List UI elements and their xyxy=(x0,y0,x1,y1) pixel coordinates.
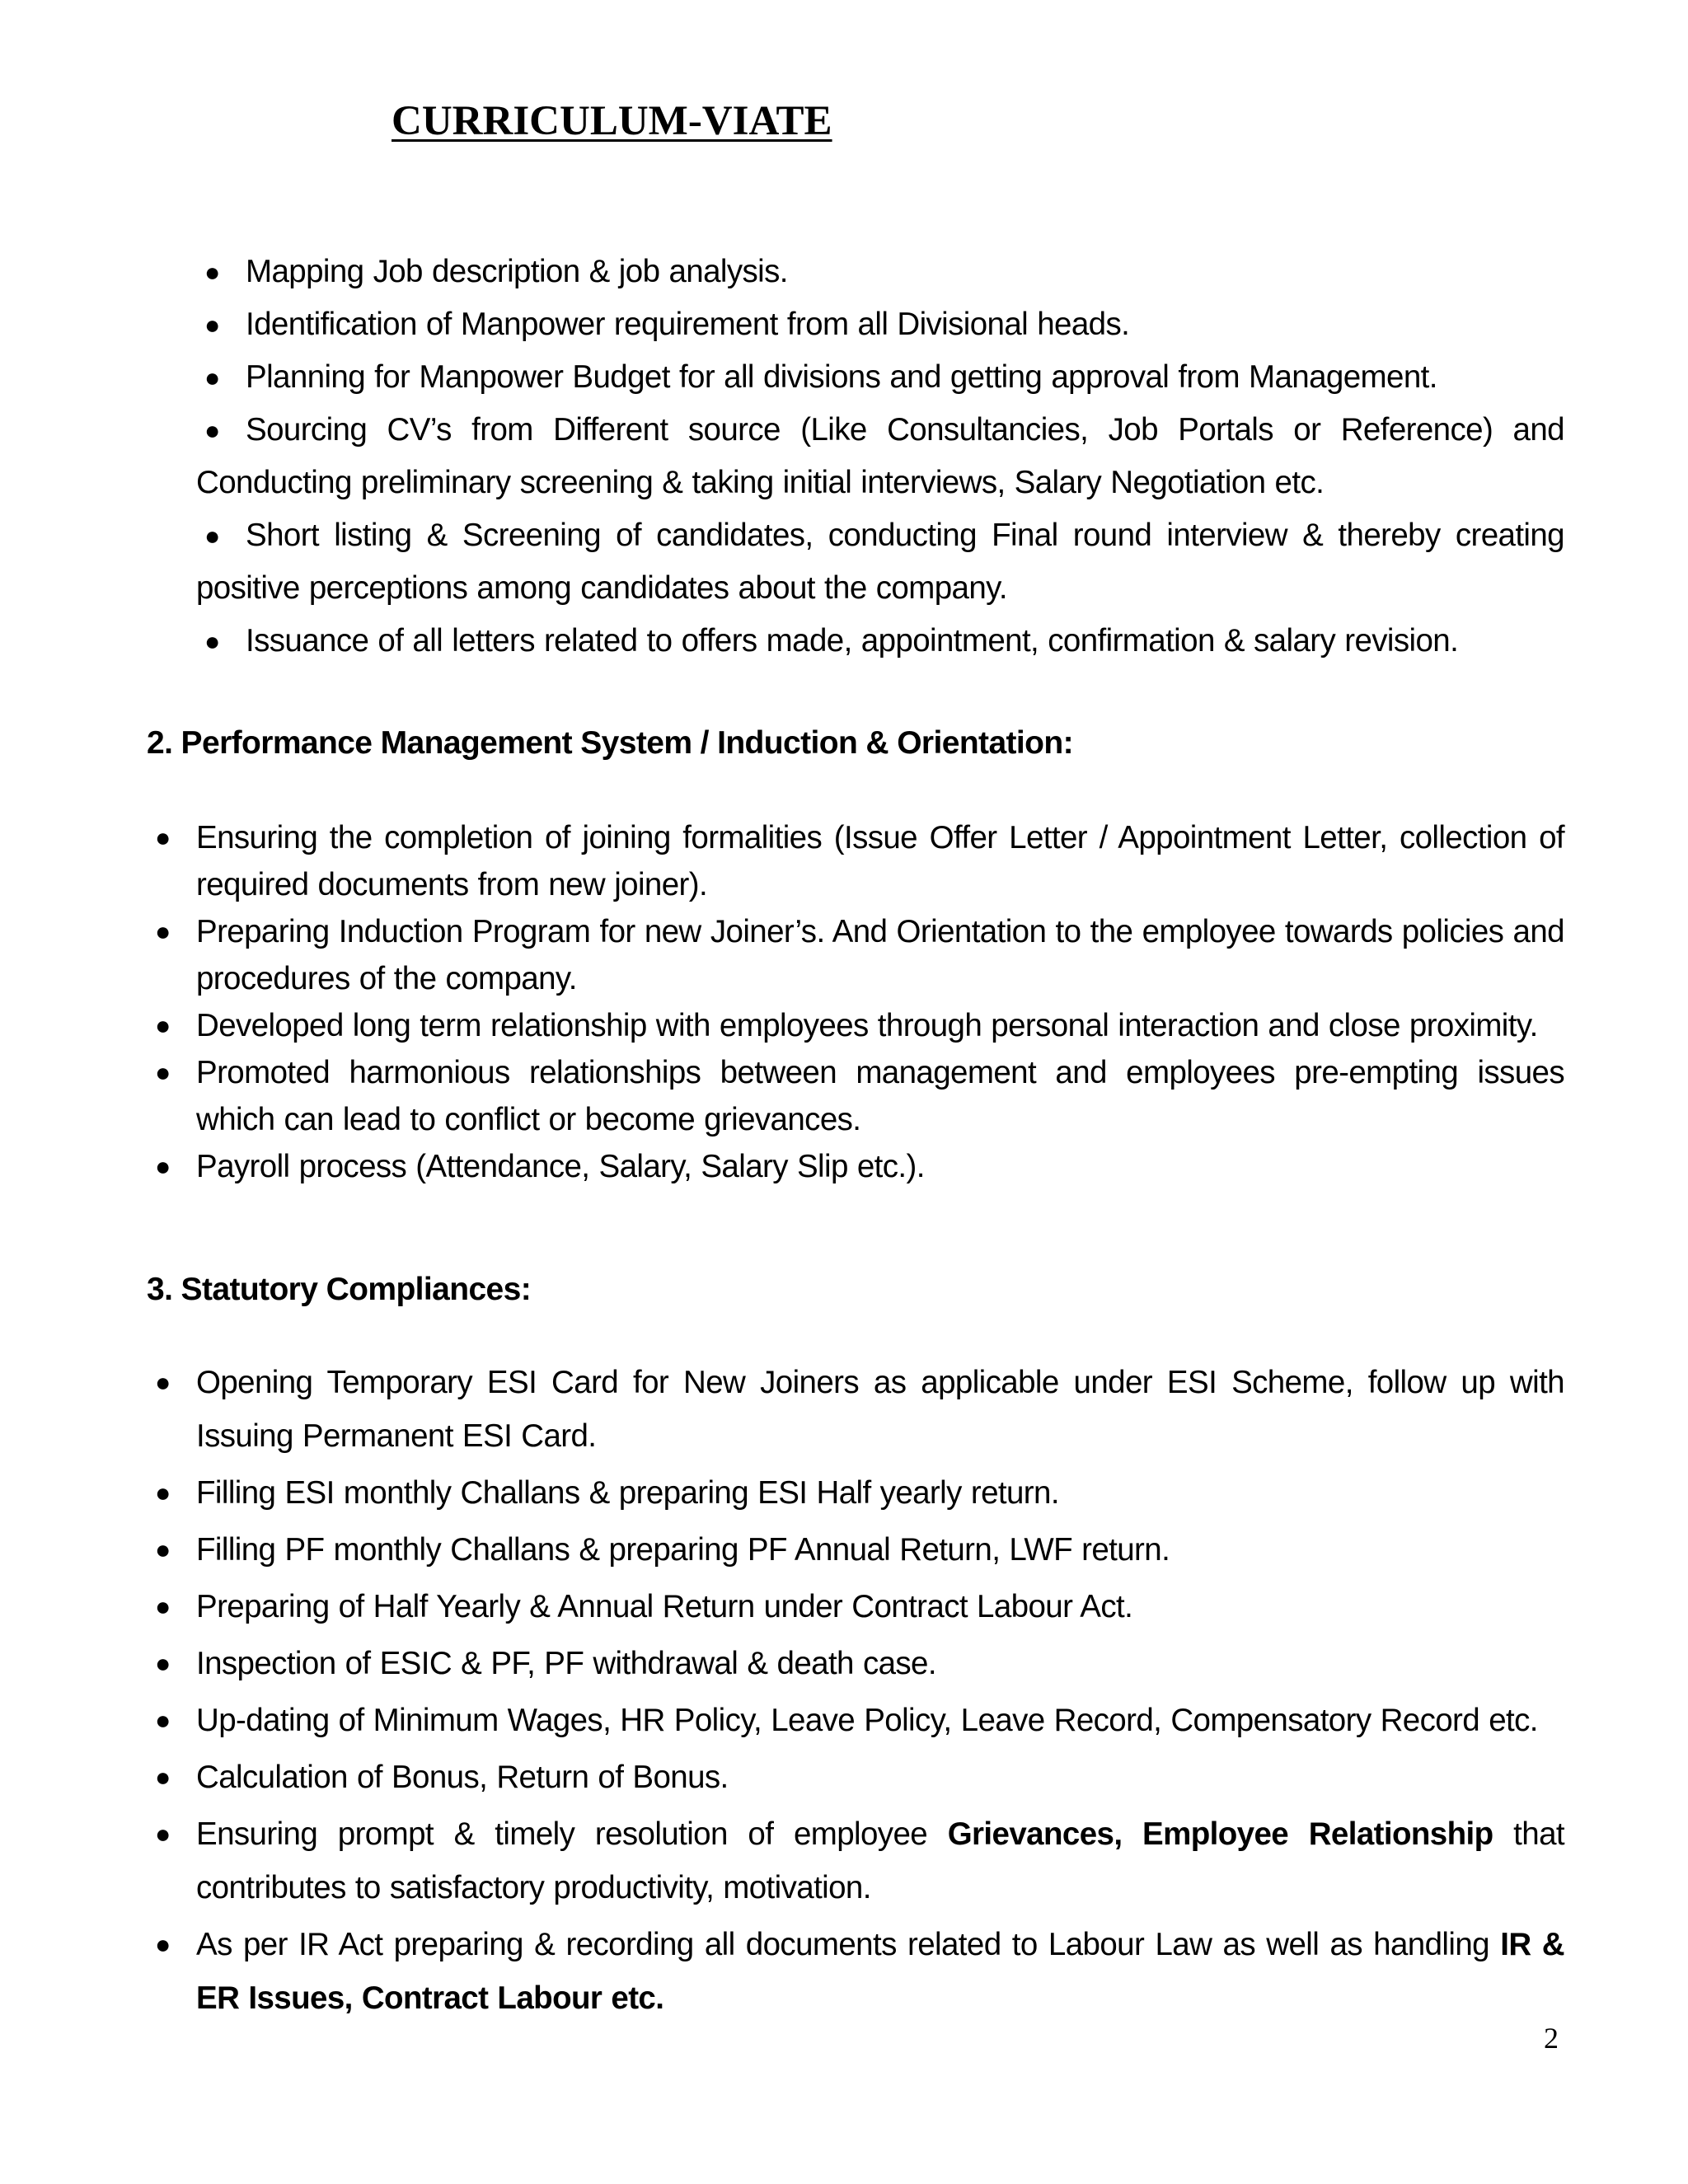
list-item xyxy=(147,404,1564,509)
list-item xyxy=(147,615,1564,668)
list-item xyxy=(147,908,1564,1002)
list-item-text: Mapping Job description & job analysis. xyxy=(246,254,788,289)
list-item xyxy=(147,1580,1564,1633)
list-item-text: Promoted harmonious relationships between management and employees pre-empting issues which can lead to conflict or become grievances. xyxy=(196,1055,1564,1137)
list-item-text: Ensuring prompt & timely resolution of employee xyxy=(196,1816,948,1852)
list-item-text: Short listing & Screening of candidates, conducting Final round interview & thereby creating positive perceptions among candidates about the company. xyxy=(196,518,1564,606)
list-item-text: Filling ESI monthly Challans & preparing ESI Half yearly return. xyxy=(196,1475,1059,1511)
performance-list xyxy=(147,814,1564,1190)
bullet-icon: ● xyxy=(155,1591,171,1621)
list-item-emphasis: IR & ER Issues, Contract Labour etc. xyxy=(196,1927,1564,2016)
list-item-text: Sourcing CV’s from Different source (Like Consultancies, Job Portals or Reference) and Conducting preliminary screening & taking initial interviews, Salary Negotiation etc. xyxy=(196,412,1564,500)
bullet-icon: ● xyxy=(155,1057,171,1087)
list-item xyxy=(147,1466,1564,1520)
list-item xyxy=(147,1694,1564,1747)
list-item-text: Opening Temporary ESI Card for New Joiners as applicable under ESI Scheme, follow up with Issuing Permanent ESI Card. xyxy=(196,1365,1564,1454)
list-item-text: Issuance of all letters related to offers made, appointment, confirmation & salary revision. xyxy=(246,623,1459,658)
list-item xyxy=(147,298,1564,351)
bullet-icon: ● xyxy=(204,257,220,287)
bullet-icon: ● xyxy=(155,1367,171,1397)
bullet-icon: ● xyxy=(204,521,220,551)
list-item-text: that contributes to satisfactory productivity, motivation. xyxy=(196,1816,1564,1905)
list-item-text: Filling PF monthly Challans & preparing PF Annual Return, LWF return. xyxy=(196,1532,1170,1568)
list-item xyxy=(147,351,1564,404)
section-heading-performance: 2. Performance Management System / Induction & Orientation: xyxy=(147,725,1073,761)
list-item-text: Developed long term relationship with employees through personal interaction and close proximity. xyxy=(196,1008,1538,1043)
list-item-text: Planning for Manpower Budget for all divisions and getting approval from Management. xyxy=(246,359,1437,395)
bullet-icon: ● xyxy=(155,1762,171,1792)
bullet-icon: ● xyxy=(155,916,171,946)
list-item-text: Ensuring the completion of joining formalities (Issue Offer Letter / Appointment Letter, collection of required documents from new joiner). xyxy=(196,820,1564,902)
bullet-icon: ● xyxy=(155,1151,171,1181)
list-item xyxy=(147,1637,1564,1690)
list-item xyxy=(147,814,1564,908)
statutory-list xyxy=(147,1356,1564,2028)
list-item-text: Calculation of Bonus, Return of Bonus. xyxy=(196,1760,729,1795)
bullet-icon: ● xyxy=(155,1535,171,1564)
bullet-icon: ● xyxy=(204,310,220,340)
bullet-icon: ● xyxy=(155,1819,171,1849)
list-item xyxy=(147,1002,1564,1049)
bullet-icon: ● xyxy=(155,823,171,852)
list-item-text: Up-dating of Minimum Wages, HR Policy, Leave Policy, Leave Record, Compensatory Record etc. xyxy=(196,1703,1538,1738)
list-item xyxy=(147,1918,1564,2025)
bullet-icon: ● xyxy=(155,1478,171,1507)
list-item xyxy=(147,1143,1564,1190)
section-heading-statutory: 3. Statutory Compliances: xyxy=(147,1272,532,1307)
list-item xyxy=(147,1523,1564,1577)
recruitment-list xyxy=(147,246,1564,668)
list-item-text: As per IR Act preparing & recording all documents related to Labour Law as well as handling xyxy=(196,1927,1501,1962)
bullet-icon: ● xyxy=(155,1010,171,1040)
document-title: CURRICULUM-VIATE xyxy=(392,98,832,144)
bullet-icon: ● xyxy=(204,363,220,392)
bullet-icon: ● xyxy=(204,626,220,656)
list-item xyxy=(147,1049,1564,1143)
bullet-icon: ● xyxy=(155,1648,171,1678)
list-item-text: Identification of Manpower requirement from all Divisional heads. xyxy=(246,307,1130,342)
list-item xyxy=(147,1356,1564,1463)
list-item xyxy=(147,1807,1564,1915)
list-item-text: Preparing Induction Program for new Joiner’s. And Orientation to the employee towards policies and procedures of the company. xyxy=(196,914,1564,996)
bullet-icon: ● xyxy=(204,415,220,445)
list-item-text: Preparing of Half Yearly & Annual Return under Contract Labour Act. xyxy=(196,1589,1133,1624)
bullet-icon: ● xyxy=(155,1929,171,1959)
page-number: 2 xyxy=(1544,2022,1559,2055)
list-item xyxy=(147,246,1564,298)
list-item-text: Payroll process (Attendance, Salary, Salary Slip etc.). xyxy=(196,1149,925,1184)
list-item-text: Inspection of ESIC & PF, PF withdrawal & death case. xyxy=(196,1646,936,1681)
list-item-emphasis: Grievances, Employee Relationship xyxy=(947,1816,1493,1852)
bullet-icon: ● xyxy=(155,1705,171,1735)
list-item xyxy=(147,509,1564,615)
list-item xyxy=(147,1750,1564,1804)
